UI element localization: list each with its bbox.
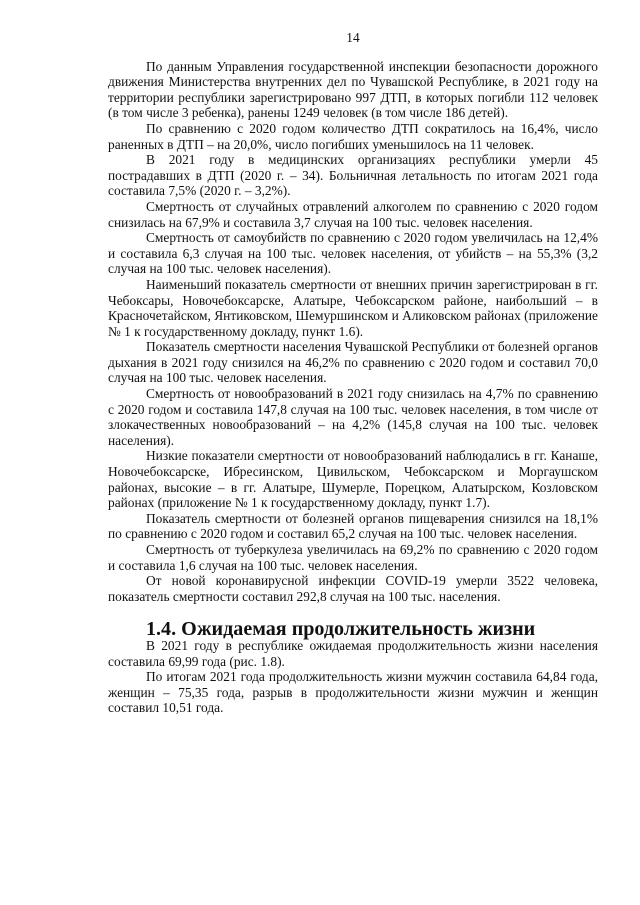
paragraph-tuberculosis: Смертность от туберкулеза увеличилась на 69,2% по сравнению с 2020 годом и составила 1,6 случая на 100 тыс. человек населения. (108, 542, 598, 573)
paragraph-respiratory-diseases: Показатель смертности населения Чувашской Республики от болезней органов дыхания в 2021 году снизился на 46,2% по сравнению с 2020 годом и составил 70,0 случая на 100 тыс. человек населения. (108, 339, 598, 386)
body-text-before (108, 59, 598, 605)
body-text-after (108, 638, 598, 716)
paragraph-covid: От новой коронавирусной инфекции COVID-19 умерли 3522 человека, показатель смертности составил 292,8 случая на 100 тыс. населения. (108, 573, 598, 604)
paragraph-accidents-comparison: По сравнению с 2020 годом количество ДТП сократилось на 16,4%, число раненных в ДТП – на 20,0%, число погибших уменьшилось на 11 человек. (108, 120, 598, 152)
document-page (108, 30, 598, 716)
page-number: 14 (346, 30, 360, 45)
paragraph-life-expectancy: В 2021 году в республике ожидаемая продолжительность жизни населения составила 69,99 года (рис. 1.8). (108, 637, 598, 669)
paragraph-life-expectancy-gender: По итогам 2021 года продолжительность жизни мужчин составила 64,84 года, женщин – 75,35 года, разрыв в продолжительности жизни мужчин и женщин составил 10,51 года. (108, 669, 598, 716)
paragraph-hospital-deaths: В 2021 году в медицинских организациях республики умерли 45 пострадавших в ДТП (2020 г. – 34). Больничная летальность по итогам 2021 года составила 7,5% (2020 г. – 3,2%). (108, 152, 598, 199)
paragraph-digestive-diseases: Показатель смертности от болезней органов пищеварения снизился на 18,1% по сравнению с 2020 годом и составил 65,2 случая на 100 тыс. человек населения. (108, 510, 598, 542)
paragraph-suicides-murders: Смертность от самоубийств по сравнению с 2020 годом увеличилась на 12,4% и составила 6,3 случая на 100 тыс. человек населения, от убийств – на 55,3% (3,2 случая на 100 тыс. человек населения). (108, 230, 598, 277)
paragraph-neoplasms: Смертность от новообразований в 2021 году снизилась на 4,7% по сравнению с 2020 годом и составила 147,8 случая на 100 тыс. человек населения, в том числе от злокачественных новообразований – на 4,2% (145,8 случая на 100 тыс. человек населения). (108, 386, 598, 448)
paragraph-external-causes: Наименьший показатель смертности от внешних причин зарегистрирован в гг. Чебоксары, Новочебоксарске, Алатыре, Чебоксарском районе, наибольший – в Красночетайском, Янтиковском, Шемуршинском и Аликовском районах (приложение № 1 к государственному докладу, пункт 1.6). (108, 276, 598, 339)
paragraph-alcohol-poisoning: Смертность от случайных отравлений алкоголем по сравнению с 2020 годом снизилась на 67,9% и составила 3,7 случая на 100 тыс. человек населения. (108, 198, 598, 230)
paragraph-road-accidents: По данным Управления государственной инспекции безопасности дорожного движения Министерства внутренних дел по Чувашской Республике, в 2021 году на территории республики зарегистрировано 997 ДТП, в которых погибли 112 человек (в том числе 3 ребенка), ранены 1249 человек (в том числе 186 детей). (108, 58, 598, 121)
section-heading: 1.4. Ожидаемая продолжительность жизни (146, 618, 536, 641)
paragraph-neoplasms-regions: Низкие показатели смертности от новообразований наблюдались в гг. Канаше, Новочебоксарске, Ибресинском, Цивильском, Чебоксарском и Моргаушском районах, высокие – в гг. Алатыре, Шумерле, Порецком, Алатырском, Козловском районах (приложение № 1 к государственному докладу, пункт 1.7). (108, 448, 598, 511)
